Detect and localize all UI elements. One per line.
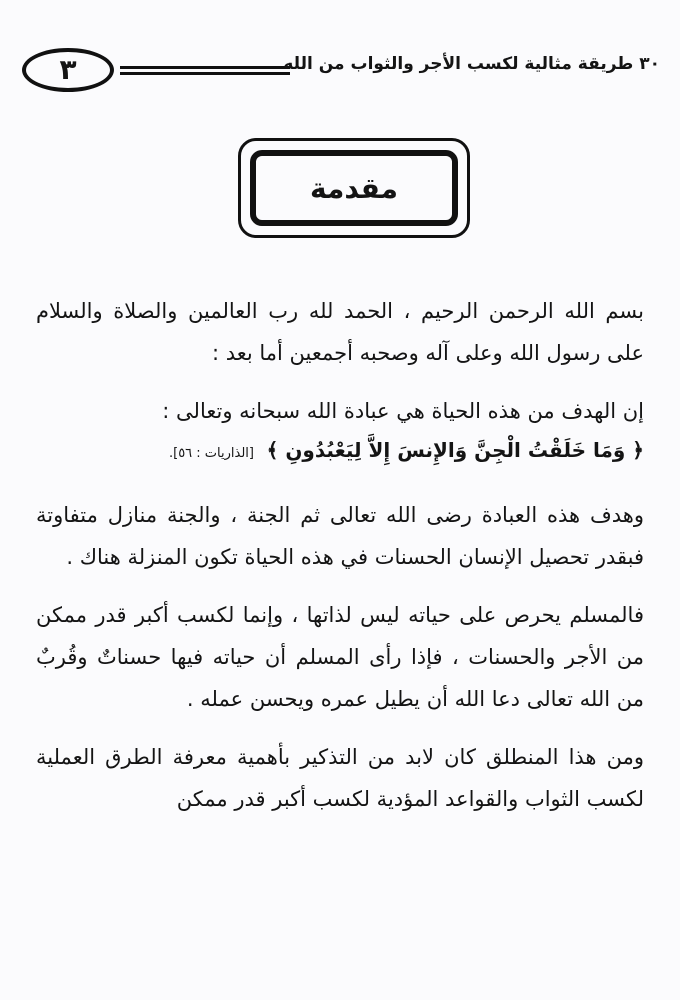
page-header [22,40,662,100]
paragraph-muslim: فالمسلم يحرص على حياته ليس لذاتها ، وإنما لكسب أكبر قدر ممكن من الأجر والحسنات ، فإذا رأى المسلم أن حياته فيها حسناتٌ وقُربٌ من الله تعالى دعا الله أن يطيل عمره ويحسن عمله . [36,603,644,711]
page-number: ٣ [22,48,114,92]
paragraph-purpose: إن الهدف من هذه الحياة هي عبادة الله سبحانه وتعالى : [162,399,644,423]
header-divider [120,66,290,75]
paragraph-reminder: ومن هذا المنطلق كان لابد من التذكير بأهمية معرفة الطرق العملية لكسب الثواب والقواعد المؤدية لكسب أكبر قدر ممكن [36,745,644,811]
quran-verse [36,432,644,472]
verse-reference: [الذاريات : ٥٦]. [168,446,254,461]
body-text [36,290,644,836]
section-title-inner-frame [250,150,458,226]
verse-text: ﴿ وَمَا خَلَقْتُ الْجِنَّ وَالإِنسَ إِلاَّ لِيَعْبُدُونِ ﴾ [266,438,644,462]
paragraph-opening: بسم الله الرحمن الرحيم ، الحمد لله رب العالمين والصلاة والسلام على رسول الله وعلى آله وصحبه أجمعين أما بعد : [36,299,644,365]
book-title: ٣٠ طريقة مثالية لكسب الأجر والثواب من الله [283,54,660,74]
paragraph-goal: وهدف هذه العبادة رضى الله تعالى ثم الجنة ، والجنة منازل متفاوتة فبقدر تحصيل الإنسان الحسنات في هذه الحياة تكون المنزلة هناك . [36,503,644,569]
section-title: مقدمة [310,171,398,205]
section-title-frame [238,138,470,238]
